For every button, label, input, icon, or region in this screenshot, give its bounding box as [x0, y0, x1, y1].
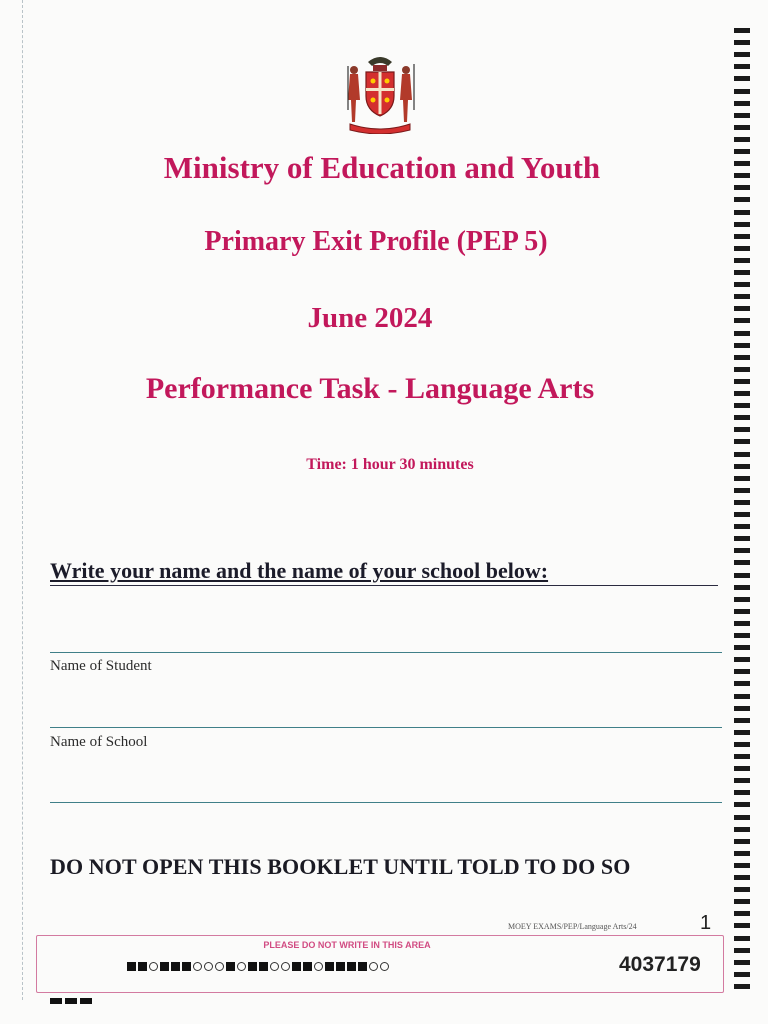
timing-mark: [734, 512, 750, 517]
exam-title: Primary Exit Profile (PEP 5): [204, 226, 548, 257]
omr-filled-mark: [171, 962, 180, 971]
omr-filled-mark: [347, 962, 356, 971]
timing-mark: [734, 815, 750, 820]
omr-empty-mark: [369, 962, 378, 971]
timing-mark: [734, 657, 750, 662]
timing-mark: [734, 439, 750, 444]
omr-empty-mark: [380, 962, 389, 971]
timing-mark: [734, 851, 750, 856]
timing-mark: [734, 960, 750, 965]
exam-date: June 2024: [307, 302, 433, 334]
omr-empty-mark: [237, 962, 246, 971]
omr-empty-mark: [149, 962, 158, 971]
omr-filled-mark: [303, 962, 312, 971]
timing-mark: [734, 790, 750, 795]
blank-line[interactable]: [50, 802, 722, 803]
student-name-label: Name of Student: [50, 658, 152, 674]
omr-filled-mark: [358, 962, 367, 971]
timing-mark: [734, 548, 750, 553]
omr-warning-label: PLEASE DO NOT WRITE IN THIS AREA: [263, 940, 431, 950]
timing-mark: [734, 294, 750, 299]
timing-mark: [734, 40, 750, 45]
timing-mark: [734, 875, 750, 880]
timing-mark: [734, 936, 750, 941]
timing-mark: [734, 524, 750, 529]
timing-mark: [734, 488, 750, 493]
timing-mark: [734, 137, 750, 142]
timing-mark: [734, 573, 750, 578]
timing-mark: [734, 778, 750, 783]
omr-filled-mark: [127, 962, 136, 971]
timing-mark: [734, 343, 750, 348]
omr-filled-mark: [248, 962, 257, 971]
omr-filled-mark: [138, 962, 147, 971]
omr-code-strip: [127, 958, 389, 974]
timing-mark: [734, 258, 750, 263]
timing-mark: [734, 827, 750, 832]
omr-empty-mark: [215, 962, 224, 971]
timing-mark: [734, 694, 750, 699]
omr-empty-mark: [193, 962, 202, 971]
timing-mark: [734, 972, 750, 977]
omr-empty-mark: [204, 962, 213, 971]
omr-filled-mark: [259, 962, 268, 971]
ministry-title: Ministry of Education and Youth: [163, 150, 601, 185]
omr-filled-mark: [292, 962, 301, 971]
omr-box: [36, 935, 724, 993]
school-name-label: Name of School: [50, 734, 148, 750]
timing-mark: [734, 839, 750, 844]
timing-mark: [734, 754, 750, 759]
timing-mark: [734, 597, 750, 602]
instruction-text: Write your name and the name of your school below:: [50, 558, 549, 583]
timing-mark: [734, 415, 750, 420]
timing-mark: [734, 766, 750, 771]
timing-mark: [734, 536, 750, 541]
timing-mark: [734, 681, 750, 686]
omr-empty-mark: [314, 962, 323, 971]
timing-mark: [734, 911, 750, 916]
school-name-line[interactable]: [50, 727, 722, 728]
omr-empty-mark: [270, 962, 279, 971]
timing-mark: [734, 802, 750, 807]
timing-mark: [734, 669, 750, 674]
timing-mark: [734, 560, 750, 565]
name-instruction: [50, 558, 718, 586]
timing-mark: [734, 730, 750, 735]
timing-mark: [734, 270, 750, 275]
timing-mark: [734, 125, 750, 130]
timing-mark: [734, 427, 750, 432]
timing-mark: [734, 476, 750, 481]
timing-mark: [734, 887, 750, 892]
timing-mark: [734, 64, 750, 69]
coat-of-arms-icon: [340, 50, 420, 134]
student-name-line[interactable]: [50, 652, 722, 653]
time-allowed: Time: 1 hour 30 minutes: [306, 456, 474, 473]
omr-filled-mark: [325, 962, 334, 971]
timing-mark: [734, 52, 750, 57]
timing-mark: [734, 633, 750, 638]
timing-mark: [734, 984, 750, 989]
timing-mark: [734, 948, 750, 953]
warning-notice: DO NOT OPEN THIS BOOKLET UNTIL TOLD TO DO SO: [50, 854, 631, 879]
timing-mark: [734, 28, 750, 33]
serial-number: 4037179: [619, 953, 701, 976]
timing-mark: [734, 706, 750, 711]
timing-mark: [734, 500, 750, 505]
booklet-code: MOEY EXAMS/PEP/Language Arts/24: [508, 922, 637, 931]
omr-filled-mark: [226, 962, 235, 971]
timing-mark: [734, 621, 750, 626]
timing-mark: [734, 718, 750, 723]
timing-mark: [734, 282, 750, 287]
omr-filled-mark: [182, 962, 191, 971]
timing-mark: [734, 113, 750, 118]
timing-mark: [734, 185, 750, 190]
timing-mark: [734, 863, 750, 868]
bottom-timing-mark: [50, 998, 92, 1004]
timing-mark: [734, 101, 750, 106]
task-title: Performance Task - Language Arts: [145, 372, 595, 405]
timing-mark: [734, 609, 750, 614]
timing-mark: [734, 645, 750, 650]
omr-filled-mark: [336, 962, 345, 971]
timing-mark: [734, 197, 750, 202]
omr-filled-mark: [160, 962, 169, 971]
timing-mark: [734, 76, 750, 81]
page-number: 1: [700, 912, 712, 934]
timing-mark: [734, 89, 750, 94]
omr-empty-mark: [281, 962, 290, 971]
timing-mark: [734, 585, 750, 590]
timing-mark: [734, 210, 750, 215]
timing-mark: [734, 899, 750, 904]
timing-mark: [734, 355, 750, 360]
timing-mark: [734, 742, 750, 747]
timing-mark: [734, 923, 750, 928]
